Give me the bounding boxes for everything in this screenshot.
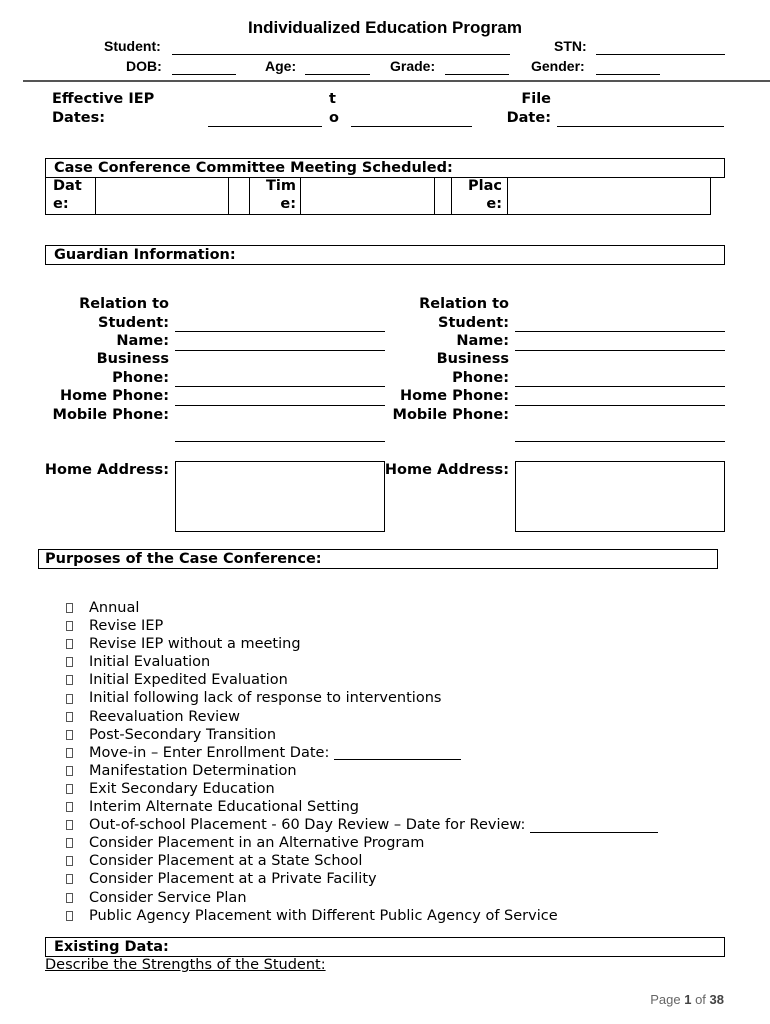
list-item[interactable]: Revise IEP xyxy=(66,617,658,635)
checkbox[interactable] xyxy=(66,621,73,631)
list-item[interactable]: Exit Secondary Education xyxy=(66,780,658,798)
checkbox[interactable] xyxy=(66,820,73,830)
existing-data-title: Existing Data: xyxy=(54,939,169,955)
strengths-heading: Describe the Strengths of the Student: xyxy=(45,957,326,973)
checkbox[interactable] xyxy=(66,802,73,812)
relation-field[interactable] xyxy=(175,331,385,332)
name-field[interactable] xyxy=(175,350,385,351)
home-address-field[interactable] xyxy=(515,461,725,532)
list-item[interactable]: Post-Secondary Transition xyxy=(66,726,658,744)
gender-field[interactable] xyxy=(596,74,660,75)
date-label: Dat e: xyxy=(53,178,82,212)
list-item[interactable]: Manifestation Determination xyxy=(66,762,658,780)
relation-label: Relation to Student: xyxy=(79,296,169,331)
checkbox[interactable] xyxy=(66,603,73,613)
guardian-section-title: Guardian Information: xyxy=(54,247,236,263)
checkbox[interactable] xyxy=(66,893,73,903)
list-item[interactable]: Out-of-school Placement - 60 Day Review – Date for Review: xyxy=(66,816,658,834)
effective-iep-label: Effective IEP Dates: xyxy=(52,91,155,126)
time-label: Tim e: xyxy=(266,178,296,212)
list-item[interactable]: Consider Placement at a State School xyxy=(66,852,658,870)
cell-divider xyxy=(434,177,435,214)
list-item[interactable]: Interim Alternate Educational Setting xyxy=(66,798,658,816)
checkbox[interactable] xyxy=(66,730,73,740)
dob-label: DOB: xyxy=(126,58,162,74)
checkbox[interactable] xyxy=(66,911,73,921)
list-item[interactable]: Reevaluation Review xyxy=(66,708,658,726)
list-item[interactable]: Move-in – Enter Enrollment Date: xyxy=(66,744,658,762)
checkbox[interactable] xyxy=(66,856,73,866)
mobile-phone-field[interactable] xyxy=(515,441,725,442)
effective-start-field[interactable] xyxy=(208,126,322,127)
effective-end-field[interactable] xyxy=(351,126,472,127)
home-phone-label: Home Phone: xyxy=(60,388,169,404)
meeting-table xyxy=(45,177,711,215)
business-phone-field[interactable] xyxy=(515,386,725,387)
checkbox[interactable] xyxy=(66,784,73,794)
place-input-cell[interactable] xyxy=(508,177,710,214)
home-address-field[interactable] xyxy=(175,461,385,532)
review-date-field[interactable] xyxy=(530,818,658,833)
checkbox[interactable] xyxy=(66,874,73,884)
list-item[interactable]: Annual xyxy=(66,599,658,617)
dob-field[interactable] xyxy=(172,74,236,75)
meeting-section-title: Case Conference Committee Meeting Scheduled: xyxy=(54,160,453,176)
mobile-phone-label: Mobile Phone: xyxy=(52,407,169,423)
stn-field[interactable] xyxy=(596,54,725,55)
page-number: Page 1 of 38 xyxy=(650,992,724,1007)
checkbox[interactable] xyxy=(66,712,73,722)
grade-field[interactable] xyxy=(445,74,509,75)
mobile-phone-field[interactable] xyxy=(175,441,385,442)
checkbox[interactable] xyxy=(66,694,73,704)
checkbox[interactable] xyxy=(66,639,73,649)
cell-divider xyxy=(249,177,250,214)
checkbox[interactable] xyxy=(66,657,73,667)
mobile-phone-label: Mobile Phone: xyxy=(392,407,509,423)
gender-label: Gender: xyxy=(531,58,585,74)
home-phone-label: Home Phone: xyxy=(400,388,509,404)
meeting-section-header xyxy=(45,158,725,178)
list-item[interactable]: Consider Service Plan xyxy=(66,889,658,907)
list-item[interactable]: Consider Placement in an Alternative Program xyxy=(66,834,658,852)
name-label: Name: xyxy=(456,333,509,349)
checkbox[interactable] xyxy=(66,838,73,848)
file-date-field[interactable] xyxy=(557,126,724,127)
home-phone-field[interactable] xyxy=(515,405,725,406)
name-label: Name: xyxy=(116,333,169,349)
purposes-section-header xyxy=(38,549,718,569)
cell-divider xyxy=(451,177,452,214)
existing-data-header xyxy=(45,937,725,957)
home-address-label: Home Address: xyxy=(44,462,169,478)
date-input-cell[interactable] xyxy=(96,177,228,214)
list-item[interactable]: Public Agency Placement with Different Public Agency of Service xyxy=(66,907,658,925)
business-phone-label: Business Phone: xyxy=(436,351,509,386)
purposes-checklist xyxy=(66,599,658,925)
list-item[interactable]: Initial Expedited Evaluation xyxy=(66,671,658,689)
list-item[interactable]: Initial Evaluation xyxy=(66,653,658,671)
relation-label: Relation to Student: xyxy=(419,296,509,331)
purposes-section-title: Purposes of the Case Conference: xyxy=(45,551,322,567)
name-field[interactable] xyxy=(515,350,725,351)
checkbox[interactable] xyxy=(66,766,73,776)
header-divider xyxy=(23,80,770,82)
list-item[interactable]: Revise IEP without a meeting xyxy=(66,635,658,653)
age-field[interactable] xyxy=(305,74,370,75)
cell-divider xyxy=(228,177,229,214)
student-label: Student: xyxy=(104,38,161,54)
stn-label: STN: xyxy=(554,38,587,54)
home-address-label: Home Address: xyxy=(384,462,509,478)
list-item[interactable]: Initial following lack of response to interventions xyxy=(66,689,658,707)
to-label: t o xyxy=(329,91,339,126)
checkbox[interactable] xyxy=(66,675,73,685)
enrollment-date-field[interactable] xyxy=(334,745,461,760)
checkbox[interactable] xyxy=(66,748,73,758)
grade-label: Grade: xyxy=(390,58,436,74)
place-label: Plac e: xyxy=(468,178,502,212)
guardian-section-header xyxy=(45,245,725,265)
student-field[interactable] xyxy=(172,54,510,55)
business-phone-label: Business Phone: xyxy=(96,351,169,386)
age-label: Age: xyxy=(265,58,297,74)
list-item[interactable]: Consider Placement at a Private Facility xyxy=(66,870,658,888)
home-phone-field[interactable] xyxy=(175,405,385,406)
page-title: Individualized Education Program xyxy=(248,18,522,37)
time-input-cell[interactable] xyxy=(301,177,434,214)
relation-field[interactable] xyxy=(515,331,725,332)
business-phone-field[interactable] xyxy=(175,386,385,387)
file-date-label: File Date: xyxy=(506,91,551,126)
